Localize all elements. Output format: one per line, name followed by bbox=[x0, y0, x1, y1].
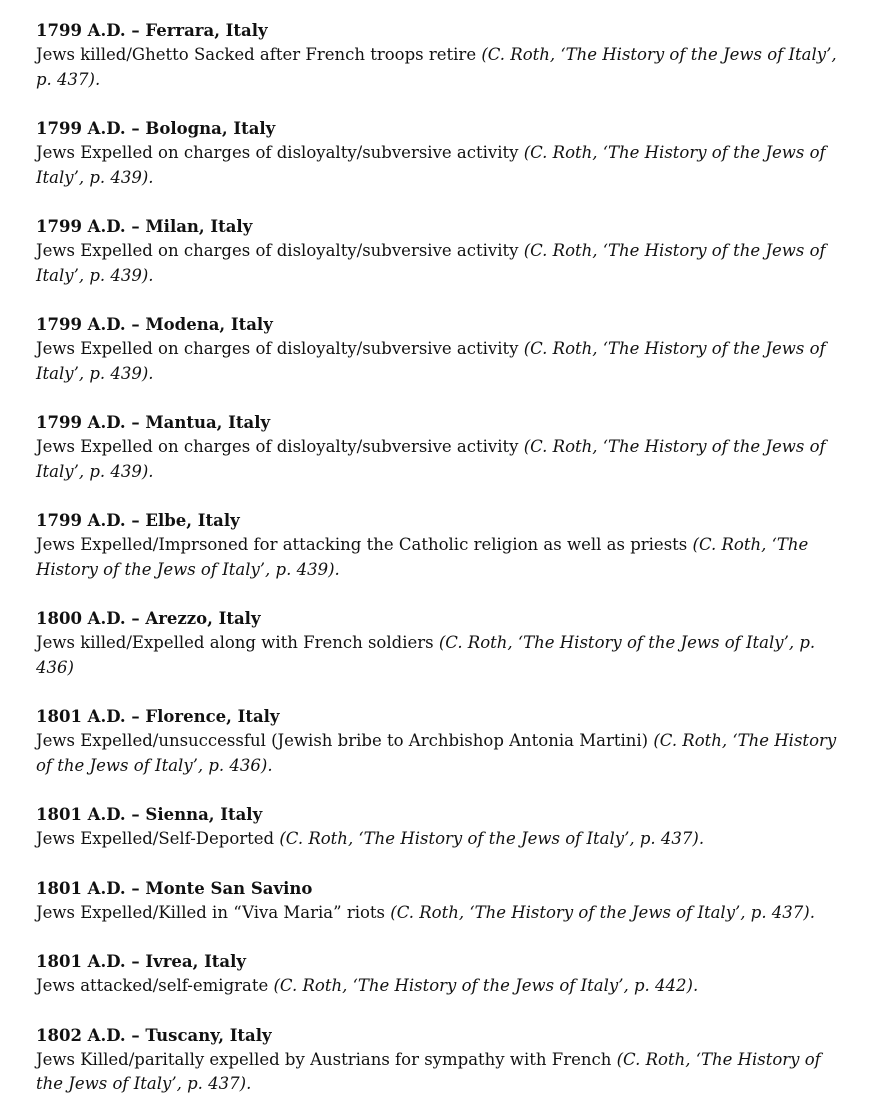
entry-citation: (C. Roth, ‘The History of the Jews of Italy’, p. 439). bbox=[36, 437, 826, 481]
entry-heading: 1799 A.D. – Modena, Italy bbox=[36, 315, 273, 334]
entry-monte-san-savino bbox=[36, 877, 851, 926]
entry-modena bbox=[36, 313, 851, 386]
entry-ivrea bbox=[36, 950, 851, 999]
entry-body bbox=[36, 239, 851, 288]
entry-heading: 1801 A.D. – Ivrea, Italy bbox=[36, 952, 246, 971]
entry-text: Jews Expelled/unsuccessful (Jewish bribe to Archbishop Antonia Martini) bbox=[36, 731, 654, 750]
entry-ferrara bbox=[36, 19, 851, 92]
entry-bologna bbox=[36, 117, 851, 190]
entry-citation: (C. Roth, ‘The History of the Jews of Italy’, p. 437). bbox=[36, 45, 837, 89]
entry-mantua bbox=[36, 411, 851, 484]
entry-text: Jews Expelled on charges of disloyalty/subversive activity bbox=[36, 143, 524, 162]
entry-body bbox=[36, 43, 851, 92]
entry-text: Jews Expelled on charges of disloyalty/subversive activity bbox=[36, 437, 524, 456]
entry-sienna bbox=[36, 803, 851, 852]
entry-heading: 1799 A.D. – Ferrara, Italy bbox=[36, 21, 268, 40]
entry-text: Jews Expelled/Killed in “Viva Maria” riots bbox=[36, 902, 391, 922]
entry-florence bbox=[36, 705, 851, 778]
entry-citation: (C. Roth, ‘The History of the Jews of Italy’, p. 436). bbox=[36, 731, 837, 775]
entry-body bbox=[36, 729, 851, 778]
entry-body bbox=[36, 1048, 851, 1097]
entry-body bbox=[36, 901, 851, 926]
entry-citation: (C. Roth, ‘The History of the Jews of Italy’, p. 439). bbox=[36, 339, 826, 383]
entry-heading: 1801 A.D. – Florence, Italy bbox=[36, 707, 280, 726]
entry-arezzo bbox=[36, 607, 851, 680]
entry-citation: (C. Roth, ‘The History of the Jews of Italy’, p. 439). bbox=[36, 535, 809, 579]
entry-citation: (C. Roth, ‘The History of the Jews of Italy’, p. 439). bbox=[36, 241, 826, 285]
entry-text: Jews Expelled on charges of disloyalty/subversive activity bbox=[36, 339, 524, 358]
entry-citation: (C. Roth, ‘The History of the Jews of Italy’, p. 436) bbox=[36, 633, 816, 677]
entry-text: Jews killed/Ghetto Sacked after French troops retire bbox=[36, 45, 482, 64]
entry-text: Jews Expelled/Self-Deported bbox=[36, 829, 280, 848]
entry-citation: (C. Roth, ‘The History of the Jews of Italy’, p. 437). bbox=[390, 902, 815, 922]
entry-citation: (C. Roth, ‘The History of the Jews of Italy’, p. 442). bbox=[273, 976, 699, 995]
entry-body bbox=[36, 337, 851, 386]
entry-elbe bbox=[36, 509, 851, 582]
entry-citation: (C. Roth, ‘The History of the Jews of Italy’, p. 439). bbox=[36, 143, 826, 187]
entry-body bbox=[36, 533, 851, 582]
entry-body bbox=[36, 141, 851, 190]
entry-citation: (C. Roth, ‘The History of the Jews of Italy’, p. 437). bbox=[279, 829, 705, 848]
entry-text: Jews Expelled on charges of disloyalty/subversive activity bbox=[36, 241, 524, 260]
entry-citation: (C. Roth, ‘The History of the Jews of Italy’, p. 437). bbox=[36, 1049, 821, 1093]
entry-body bbox=[36, 974, 851, 999]
entry-heading: 1802 A.D. – Tuscany, Italy bbox=[36, 1025, 272, 1045]
entry-heading: 1799 A.D. – Elbe, Italy bbox=[36, 511, 240, 530]
entry-text: Jews Expelled/Imprsoned for attacking the Catholic religion as well as priests bbox=[36, 535, 693, 554]
entry-text: Jews killed/Expelled along with French soldiers bbox=[36, 633, 439, 652]
entry-heading: 1799 A.D. – Mantua, Italy bbox=[36, 413, 271, 432]
entry-heading: 1799 A.D. – Milan, Italy bbox=[36, 217, 253, 236]
entry-body bbox=[36, 435, 851, 484]
entry-text: Jews Killed/paritally expelled by Austrians for sympathy with French bbox=[36, 1049, 617, 1069]
entry-text: Jews attacked/self-emigrate bbox=[36, 976, 274, 995]
entry-heading: 1801 A.D. – Monte San Savino bbox=[36, 878, 313, 898]
entry-milan bbox=[36, 215, 851, 288]
entry-body bbox=[36, 827, 851, 852]
entry-heading: 1799 A.D. – Bologna, Italy bbox=[36, 119, 276, 138]
entry-heading: 1801 A.D. – Sienna, Italy bbox=[36, 805, 263, 824]
entry-body bbox=[36, 631, 851, 680]
entry-tuscany bbox=[36, 1024, 851, 1097]
entry-heading: 1800 A.D. – Arezzo, Italy bbox=[36, 609, 261, 628]
